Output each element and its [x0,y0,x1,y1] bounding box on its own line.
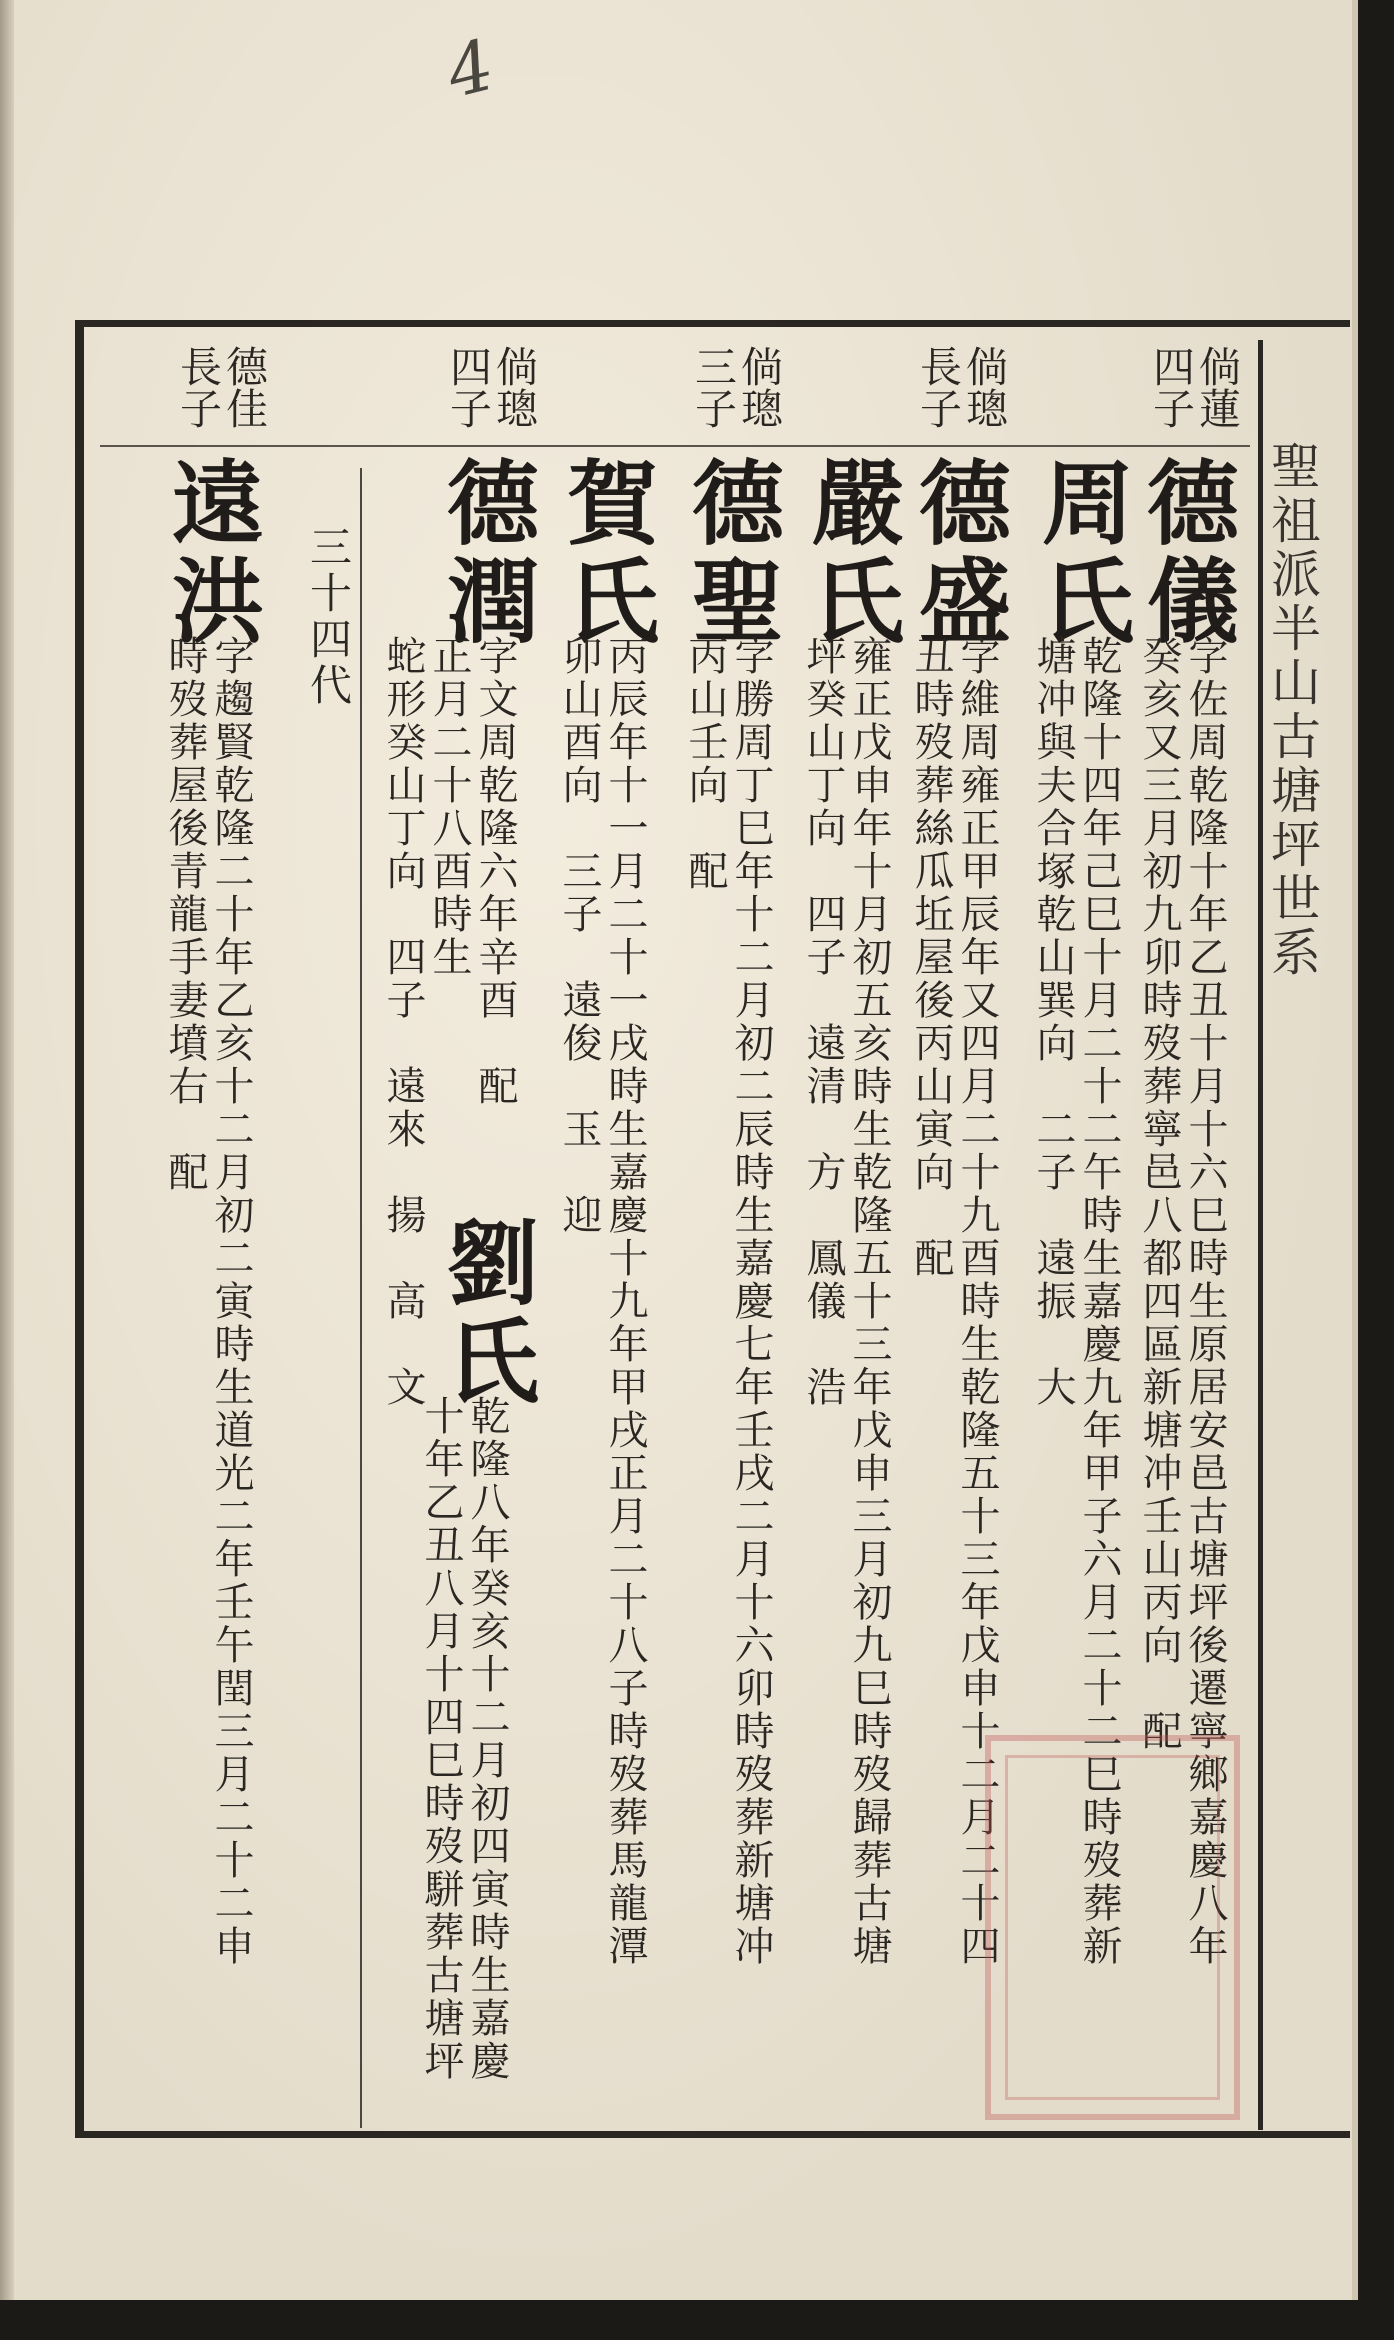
entry-name: 劉氏 [432,1215,540,1411]
entry-parent: 德佳長子 [174,345,269,429]
entry-parent: 倘璁長子 [914,345,1009,429]
entry-name: 遠洪 [157,455,265,651]
parent-row-rule [100,445,1250,447]
entry-detail: 乾隆八年癸亥十二月初四寅時生嘉慶 十年乙丑八月十四巳時歿駢葬古塘坪 [418,1395,510,2083]
entry-name: 德潤 [432,455,540,651]
generation-label: 三十四代 [304,525,353,709]
entry-detail: 雍正戊申年十月初五亥時生乾隆五十三年戊申三月初九巳時歿歸葬古塘 坪癸山丁向 四子 遠清 方 鳳儀 浩 [800,635,892,1968]
collector-seal [985,1735,1240,2120]
entry-name: 德聖 [677,455,785,651]
entry-detail: 字勝周丁巳年十二月初二辰時生嘉慶七年壬戌二月十六卯時歿葬新塘冲 丙山壬向 配 [682,635,774,1968]
page-title: 聖祖派半山古塘坪世系 [1263,440,1321,980]
entry-name: 德儀 [1132,455,1240,651]
entry-detail: 字趨賢乾隆二十年乙亥十二月初二寅時生道光二年壬午閏三月二十二申 時歿葬屋後青龍手妻墳右 配 [162,635,254,1968]
entry-name: 賀氏 [552,455,660,651]
entry-parent: 倘璁四子 [444,345,539,429]
page-number: 4 [438,23,502,115]
entry-name: 周氏 [1027,455,1135,651]
book-spine [0,0,14,2300]
entry-detail: 字佐周乾隆十年乙丑十月十六巳時生原居安邑古塘坪後遷寧鄉嘉慶八年 癸亥又三月初九卯時歿葬寧邑八都四區新塘冲壬山丙向 配 [1136,635,1228,1968]
entry-name: 德盛 [904,455,1012,651]
entry-detail: 乾隆十四年己巳十月二十二午時生嘉慶九年甲子六月二十二巳時歿葬新 塘冲與夫合塚乾山巽向 二子 遠振 大 [1030,635,1122,1968]
entry-detail: 字文周乾隆六年辛酉 配 正月二十八酉時生 蛇形癸山丁向 四子 遠來 揚 高 文 [380,635,518,1409]
generation-divider [360,468,362,2128]
entry-detail: 字維周雍正甲辰年又四月二十九酉時生乾隆五十三年戊申十二月二十四 丑時歿葬絲瓜坵屋後丙山寅向 配 [908,635,1000,1968]
entry-parent: 倘蓮四子 [1147,345,1242,429]
entry-name: 嚴氏 [797,455,905,651]
entry-parent: 倘璁三子 [689,345,784,429]
entry-detail: 丙辰年十一月二十一戌時生嘉慶十九年甲戌正月二十八子時歿葬馬龍潭 卯山酉向 三子 遠俊 玉 迎 [556,635,648,1968]
